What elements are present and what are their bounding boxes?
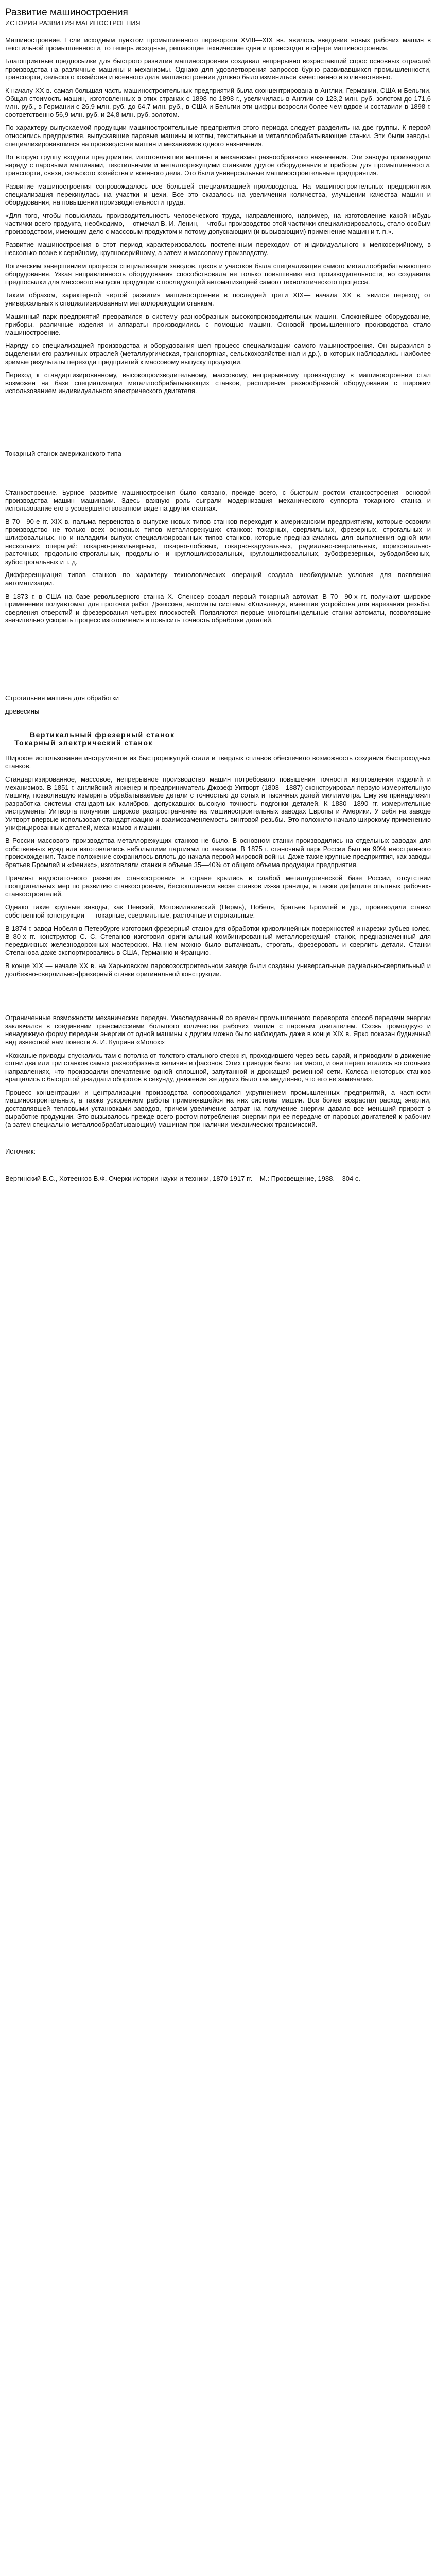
paragraph: К началу XX в. самая большая часть машиностроительных предприятий была сконцентрирована в Англии, Германии, США и Бельгии. Общая стоимость машин, изготовленных в этих странах с 1898 по 1898 г., увеличилась в Англии со 123,2 млн. руб. золотом до 171,6 млн. руб., в Германии с 26,9 млн. руб. до 64,7 млн. руб., в США и Бельгии эти цифры возросли более чем вдвое и составили в 1898 г. соответственно 56,9 млн. руб. и 24,8 млн. руб. золотом. [5,86,431,118]
figure-caption-line: древесины [5,707,40,715]
paragraph: «Кожаные приводы спускались там с потолка от толстого стального стержня, проходившего через весь сарай, и приводили в движение сотни два или три станков самых разнообразных величин и фасонов. Этих приводов было так много, и они переплетались во стольких направлениях, что производили впечатление одной сплошной, запутанной и дрожащей ременной сети. Колеса некоторых станков вращались с быстротой двадцати оборотов в секунду, движение же других было так медленно, что его не замечали». [5,1051,431,1083]
paragraph: В конце XIX — начале XX в. на Харьковском паровозостроительном заводе были созданы универсальные радиально-сверлильный и долбежно-сверлильно-фрезерный станки оригинальной конструкции. [5,961,431,978]
paragraph: Логическим завершением процесса специализации заводов, цехов и участков была специализация самого металлообрабатывающего оборудования. Узкая направленность оборудования способствовала не только повышению его производительности, но создавала предпосылки для массового выпуска продукции с последующей автоматизацией самого технологического процесса. [5,262,431,286]
page-subtitle: ИСТОРИЯ РАЗВИТИЯ МАГИНОСТРОЕНИЯ [5,20,141,27]
section-a [5,36,431,395]
section-c [5,754,431,978]
paragraph: Таким образом, характерной чертой развития машиностроения в последней трети XIX— начала XX в. явился переход от универсальных к специализированным металлорежущим станкам. [5,291,431,308]
paragraph: Во вторую группу входили предприятия, изготовлявшие машины и механизмы разнообразного назначения. Эти заводы производили наряду с паровыми машинами, текстильными и металлорежущими станками другое оборудование и приборы для промышленности, транспорта, связи, сельского хозяйства и военного дела. Это были универсальные машиностроительные предприятия. [5,153,431,177]
paragraph: Машиностроение. Если исходным пунктом промышленного переворота XVIII—XIX вв. явилось введение новых рабочих машин в текстильной промышленности, то теперь исходные, решающие технические сдвиги происходят в сфере машиностроения. [5,36,431,52]
figure-caption-line: Строгальная машина для обработки [5,693,119,702]
section-b [5,488,431,624]
section-d [5,1014,431,1129]
paragraph: В 70—90-е гг. XIX в. пальма первенства в выпуске новых типов станков переходит к американским предприятиям, которые освоили производство не только всех основных типов металлорежущих станков: токарных, сверлильных, фрезерных, строгальных и шлифовальных, но и наладили выпуск специализированных типов станков, которые предназначались для выполнения одной или нескольких операций: токарно-револьверных, токарно-лобовых, токарно-карусельных, радиально-сверлильных, горизонтально-расточных, продольно-строгальных, продольно- и круглошлифовальных, круглошлифовальных, зубофрезерных, зубодолбежных, зубострогальных и т. д. [5,517,431,566]
heading-electric-lathe: Токарный электрический станок [14,738,153,747]
paragraph: В 1874 г. завод Нобеля в Петербурге изготовил фрезерный станок для обработки криволинейных поверхностей и нарезки зубьев колес. В 80-х гг. конструктор С. С. Степанов изготовил оригинальный комбинированный металлорежущий станок, предназначенный для передвижных железнодорожных мастерских. На нем можно было вытачивать, строгать, фрезеровать и сверлить детали. Станки Степанова даже экспортировались в США, Германию и Францию. [5,924,431,957]
page-title: Развитие машиностроения [5,7,128,18]
paragraph: Стандартизированное, массовое, непрерывное производство машин потребовало повышения точности изготовления изделий и механизмов. В 1851 г. английский инженер и предприниматель Джозеф Уитворт (1803—1887) сконструировал первую измерительную машину, позволившую измерить обрабатываемые детали с точностью до сотых и тысячных долей миллиметра. Ему же принадлежит разработка системы стандартных калибров, допускавших высокую точность подгонки деталей. К 1880—1890 гг. измерительные инструменты Уитворта получили широкое распространение на машиностроительных заводах Европы и Америки. У себя на заводе Уитворт впервые использовал стандартизацию и взаимозаменяемость винтовой резьбы. Это положило начало широкому применению унифицированных деталей, механизмов и машин. [5,775,431,832]
figure-headings [5,731,431,747]
figure-caption-planer [5,691,431,718]
heading-vertical-milling: Вертикальный фрезерный станок [30,730,175,739]
paragraph: «Для того, чтобы повысилась производительность человеческого труда, направленного, например, на изготовление какой-нибудь частички всего продукта, необходимо,— отмечал В. И. Ленин,— чтобы производство этой частички специализировалось, стало особым производством, имеющим дело с массовым продуктом и потому допускающим (и вызывающим) применение машин и т. п.». [5,211,431,235]
paragraph: Станкостроение. Бурное развитие машиностроения было связано, прежде всего, с быстрым ростом станкостроения—основой производства машин машинами. Здесь важную роль сыграли модернизация механического суппорта токарного станка и использование его в усовершенствованном виде на других станках. [5,488,431,513]
figure-caption-lathe: Токарный станок американского типа [5,449,121,457]
paragraph: В 1873 г. в США на базе револьверного станка Х. Спенсер создал первый токарный автомат. В 70—90-х гг. получают широкое применение полуавтомат для проточки работ Джексона, автоматы системы «Кливленд», имевшие устройства для нарезания резьбы, сверления отверстий и фрезерования четырех плоскостей. Появляются первые многошпиндельные станки-автоматы, позволявшие значительно ускорить процесс изготовления и повысить точность обработки деталей. [5,592,431,624]
paragraph: Наряду со специализацией производства и оборудования шел процесс специализации самого машиностроения. Он выразился в выделении его различных отраслей (металлургическая, транспортная, сельскохозяйственная и др.), в которых наблюдались наиболее зримые результаты перехода предприятий к массовому выпуску продукции. [5,342,431,366]
paragraph: Процесс концентрации и централизации производства сопровождался укрупнением промышленных предприятий, а частности машиностроительных, а также ускорением работы применявшейся на них системы машин. Все более возрастал расход энергии, доставлявшей тепловыми установками заводов, причем увеличение затрат на получение энергии давало все меньший прирост в выработке продукции. Это вызывалось прежде всего ростом потребления энергии при ее передаче от паровых двигателей к рабочим (а затем специально металлообрабатывающим) машинам при наличии механических трансмиссий. [5,1088,431,1129]
sources-label: Источник: [5,1147,36,1155]
paragraph: Широкое использование инструментов из быстрорежущей стали и твердых сплавов обеспечило возможность создания быстроходных станков. [5,754,431,770]
paragraph: По характеру выпускаемой продукции машиностроительные предприятия этого периода следует разделить на две группы. К первой относились предприятия, выпускавшие паровые машины и котлы, текстильные и металлообрабатывающие станки. Эти были заводы, специализировавшиеся на производстве машин и механизмов одного назначения. [5,124,431,148]
paragraph: Развитие машиностроения в этот период характеризовалось постепенным переходом от индивидуального к мелкосерийному, в несколько позже к серийному, крупносерийному, а затем и массовому производству. [5,241,431,257]
paragraph: Однако такие крупные заводы, как Невский, Мотовилихинский (Пермь), Нобеля, братьев Бромлей и др., производили станки собственной конструкции — токарные, сверлильные, расточные и строгальные. [5,903,431,919]
paragraph: Дифференциация типов станков по характеру технологических операций создала необходимые условия для появления автоматизации. [5,571,431,587]
paragraph: Ограниченные возможности механических передач. Унаследованный со времен промышленного переворота способ передачи энергии заключался в соединении трансмиссиями большого количества рабочих машин с паровым двигателем. Схожь громоздкую и ненадежную форму передачи энергии от одной машины к другим можно было наблюдать даже в конце XIX в. Ярко показан будничный вид известной нам повести А. И. Куприна «Молох»: [5,1014,431,1046]
reference: Вергинский В.С., Хотеенков В.Ф. Очерки истории науки и техники, 1870-1917 гг. – М.: Просвещение, 1988. – 304 с. [5,1174,360,1182]
paragraph: Машинный парк предприятий превратился в систему разнообразных высокопроизводительных машин. Сложнейшее оборудование, приборы, различные изделия и аппараты производились с помощью машин. Основой промышленного производства стало машиностроение. [5,312,431,336]
paragraph: Развитие машиностроения сопровождалось все большей специализацией производства. На машиностроительных предприятиях специализация перекинулась на участки и цехи. Все это сказалось на увеличении количества, улучшении качества машин и оборудования, на повышении производительности труда. [5,182,431,207]
paragraph: Благоприятные предпосылки для быстрого развития машиностроения создавал непрерывно возраставший спрос основных отраслей производства на различные машины и механизмы. Однако для удовлетворения запросов бурно развивавшихся промышленности, транспорта, сельского хозяйства и военного дела машиностроение должно было измениться качественно и количественно. [5,57,431,81]
article [0,0,436,1193]
paragraph: Переход к стандартизированному, высокопроизводительному, массовому, непрерывному производству в машиностроении стал возможен на базе специализации металлообрабатывающих станков, расширения разнообразной оборудования с широким использованием индивидуального электрического двигателя. [5,371,431,395]
paragraph: В России массового производства металлорежущих станков не было. В основном станки производились на отдельных заводах для собственных нужд или изготовлялись небольшими партиями по заказам. В 1875 г. станочный парк России был на 90% иностранного происхождения. Такое положение сохранилось вплоть до начала первой мировой войны. Даже такие крупные предприятия, как заводы братьев Бромлей и «Феникс», изготовляли станки в объеме 35—40% от общего объема продукции предприятия. [5,837,431,869]
paragraph: Причины недостаточного развития станкостроения в стране крылись в слабой металлургической базе России, отсутствии поощрительных мер по развитию станкостроения, беспошлинном ввозе станков из-за границы, а также дефиците опытных рабочих-станкостроителей. [5,874,431,898]
